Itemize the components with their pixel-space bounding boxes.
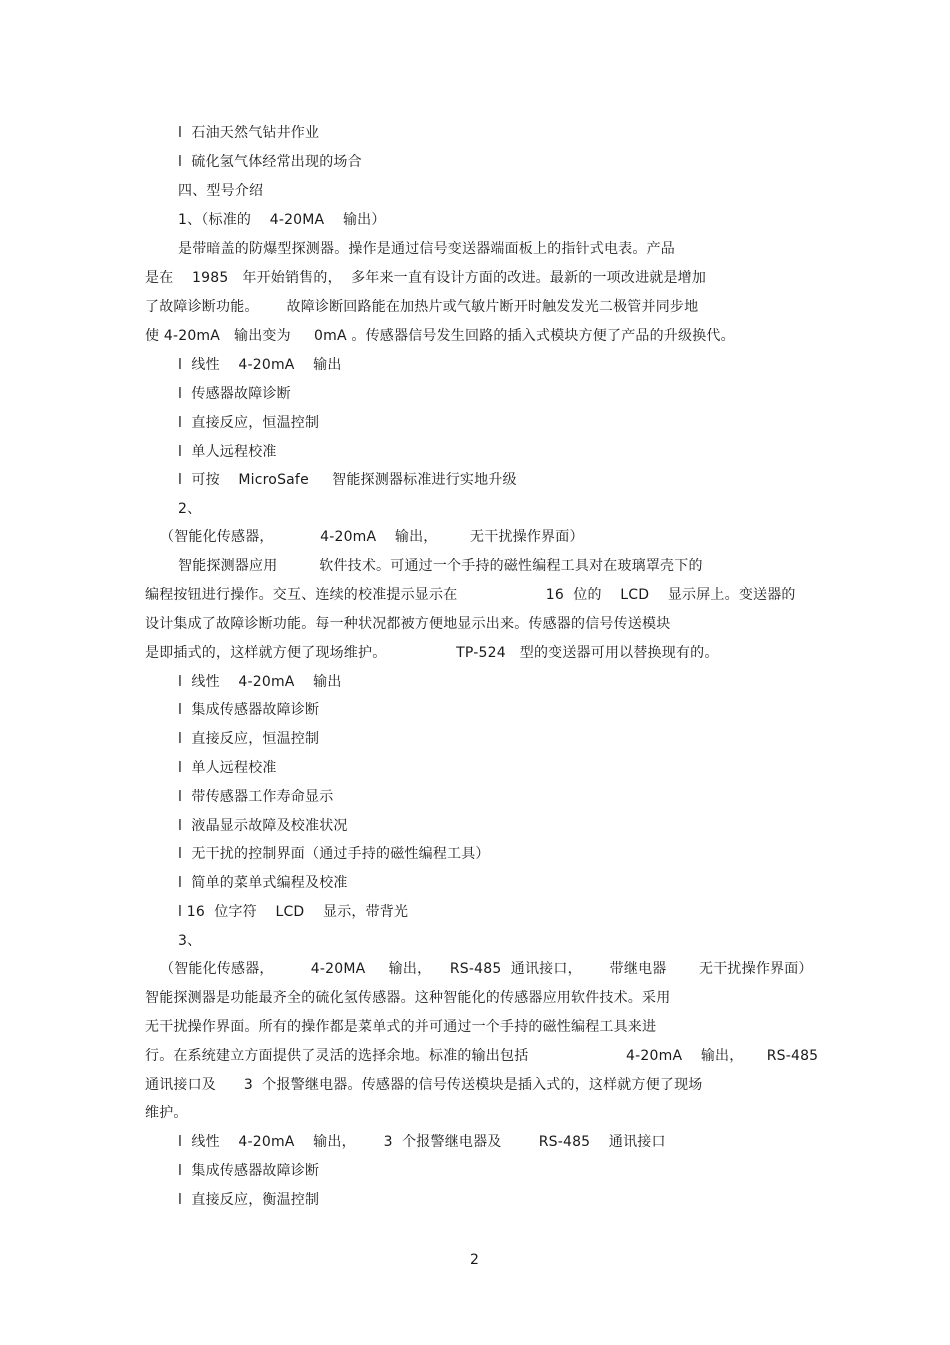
bullet-line: l 无干扰的控制界面（通过手持的磁性编程工具） — [178, 846, 490, 862]
bullet-line: l 传感器故障诊断 — [178, 386, 291, 402]
model-heading: 3、 — [178, 933, 202, 949]
model-subtitle: （智能化传感器， 4-20mA 输出， 无干扰操作界面） — [160, 529, 584, 545]
bullet-line: l 液晶显示故障及校准状况 — [178, 818, 348, 834]
model-heading: 1、（标准的 4-20MA 输出） — [178, 212, 386, 228]
paragraph-line: 是带暗盖的防爆型探测器。操作是通过信号变送器端面板上的指针式电表。产品 — [178, 241, 675, 257]
bullet-line: l 线性 4-20mA 输出， 3 个报警继电器及 RS-485 通讯接口 — [178, 1134, 666, 1150]
bullet-line: l 石油天然气钻井作业 — [178, 125, 320, 141]
bullet-line: l 集成传感器故障诊断 — [178, 702, 320, 718]
bullet-line: l 线性 4-20mA 输出 — [178, 357, 342, 373]
section-heading: 四、型号介绍 — [178, 183, 264, 199]
bullet-line: l 单人远程校准 — [178, 444, 277, 460]
bullet-line: l 线性 4-20mA 输出 — [178, 674, 342, 690]
bullet-line: l 集成传感器故障诊断 — [178, 1163, 320, 1179]
paragraph-line: 是即插式的，这样就方便了现场维护。 TP-524 型的变送器可用以替换现有的。 — [145, 645, 719, 661]
paragraph-line: 智能探测器是功能最齐全的硫化氢传感器。这种智能化的传感器应用软件技术。采用 — [145, 990, 671, 1006]
paragraph-line: 使 4-20mA 输出变为 0mA 。传感器信号发生回路的插入式模块方便了产品的升级换代。 — [145, 328, 735, 344]
bullet-line: l 简单的菜单式编程及校准 — [178, 875, 348, 891]
bullet-line: l 可按 MicroSafe 智能探测器标准进行实地升级 — [178, 472, 517, 488]
paragraph-line: 编程按钮进行操作。交互、连续的校准提示显示在 16 位的 LCD 显示屏上。变送器的 — [145, 587, 796, 603]
bullet-line: l 带传感器工作寿命显示 — [178, 789, 334, 805]
bullet-line: l 直接反应，衡温控制 — [178, 1192, 320, 1208]
page-number: 2 — [470, 1252, 479, 1268]
model-heading: 2、 — [178, 501, 202, 517]
bullet-line: l 直接反应，恒温控制 — [178, 731, 320, 747]
bullet-line: l 硫化氢气体经常出现的场合 — [178, 154, 362, 170]
paragraph-line: 智能探测器应用 软件技术。可通过一个手持的磁性编程工具对在玻璃罩壳下的 — [178, 558, 703, 574]
bullet-line: l 单人远程校准 — [178, 760, 277, 776]
paragraph-line: 行。在系统建立方面提供了灵活的选择余地。标准的输出包括 4-20mA 输出， RS-485 — [145, 1048, 819, 1064]
paragraph-line: 维护。 — [145, 1105, 188, 1121]
paragraph-line: 是在 1985 年开始销售的， 多年来一直有设计方面的改进。最新的一项改进就是增加 — [145, 270, 707, 286]
bullet-line: l 直接反应，恒温控制 — [178, 415, 320, 431]
paragraph-line: 了故障诊断功能。 故障诊断回路能在加热片或气敏片断开时触发发光二极管并同步地 — [145, 299, 699, 315]
model-subtitle: （智能化传感器， 4-20MA 输出， RS-485 通讯接口， 带继电器 无干扰操作界面） — [160, 961, 813, 977]
bullet-line: l 16 位字符 LCD 显示，带背光 — [178, 904, 409, 920]
paragraph-line: 无干扰操作界面。所有的操作都是菜单式的并可通过一个手持的磁性编程工具来进 — [145, 1019, 657, 1035]
paragraph-line: 通讯接口及 3 个报警继电器。传感器的信号传送模块是插入式的，这样就方便了现场 — [145, 1077, 703, 1093]
paragraph-line: 设计集成了故障诊断功能。每一种状况都被方便地显示出来。传感器的信号传送模块 — [145, 616, 671, 632]
